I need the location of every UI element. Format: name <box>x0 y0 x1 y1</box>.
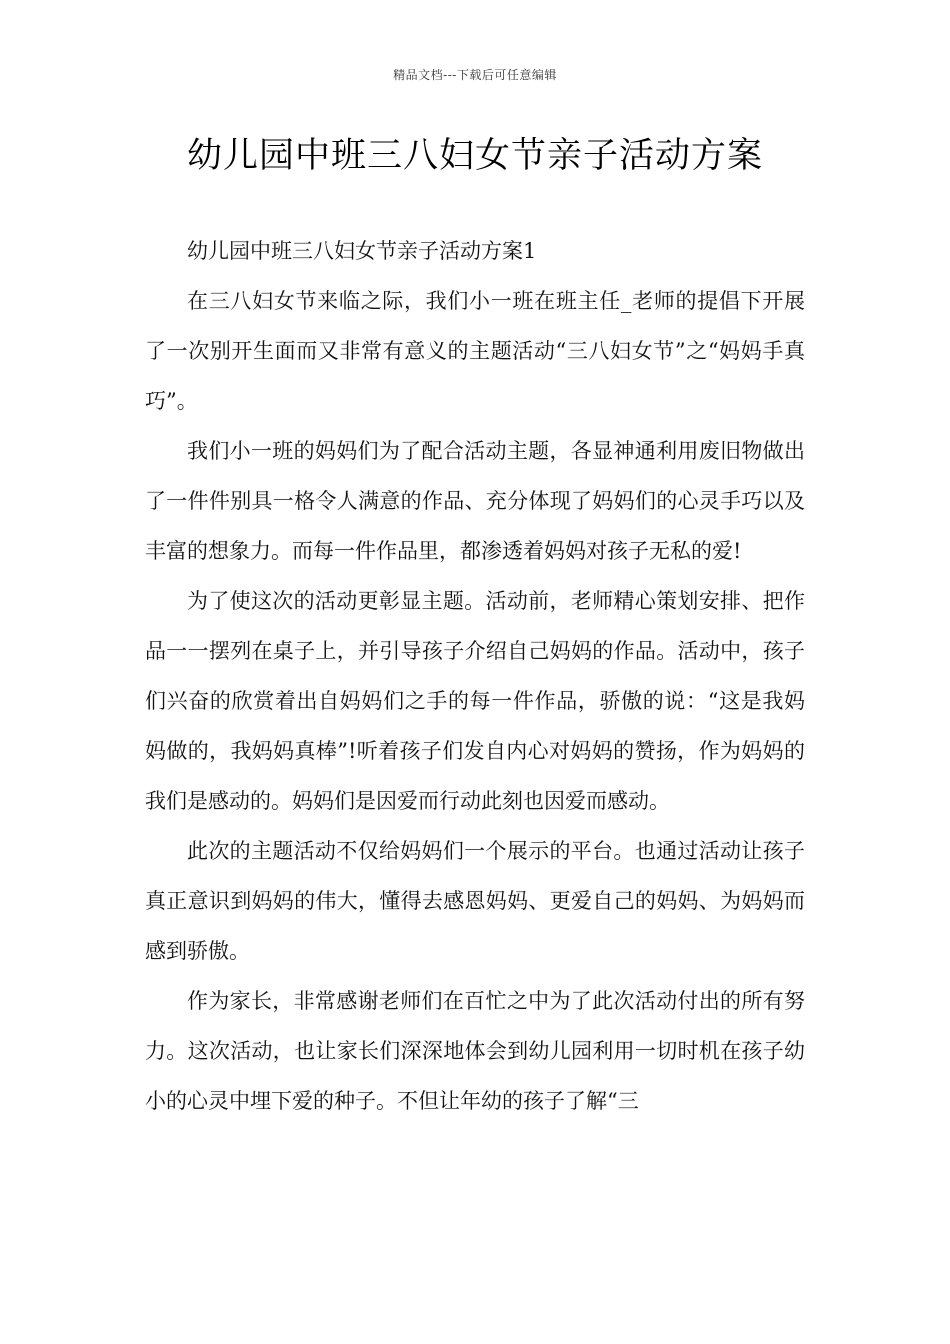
header-note: 精品文档---下载后可任意编辑 <box>393 68 557 82</box>
paragraph-3: 为了使这次的活动更彰显主题。活动前，老师精心策划安排、把作品一一摆列在桌子上，并引导孩子介绍自己妈妈的作品。活动中，孩子们兴奋的欣赏着出自妈妈们之手的每一件作品，骄傲的说：“这是我妈妈做的，我妈妈真棒”!听着孩子们发自内心对妈妈的赞扬，作为妈妈的我们是感动的。妈妈们是因爱而行动此刻也因爱而感动。 <box>145 589 805 813</box>
document-body <box>145 226 805 1126</box>
paragraph-5: 作为家长，非常感谢老师们在百忙之中为了此次活动付出的所有努力。这次活动，也让家长们深深地体会到幼儿园利用一切时机在孩子幼小的心灵中埋下爱的种子。不但让年幼的孩子了解“三 <box>145 989 805 1113</box>
paragraph-2: 我们小一班的妈妈们为了配合活动主题，各显神通利用废旧物做出了一件件别具一格令人满意的作品、充分体现了妈妈们的心灵手巧以及丰富的想象力。而每一件作品里，都渗透着妈妈对孩子无私的爱! <box>145 439 805 563</box>
section-subtitle: 幼儿园中班三八妇女节亲子活动方案1 <box>187 239 537 263</box>
paragraph-4: 此次的主题活动不仅给妈妈们一个展示的平台。也通过活动让孩子真正意识到妈妈的伟大，懂得去感恩妈妈、更爱自己的妈妈、为妈妈而感到骄傲。 <box>145 839 805 963</box>
paragraph-1: 在三八妇女节来临之际，我们小一班在班主任_老师的提倡下开展了一次别开生面而又非常有意义的主题活动“三八妇女节”之“妈妈手真巧”。 <box>145 289 805 413</box>
document-title: 幼儿园中班三八妇女节亲子活动方案 <box>186 136 763 176</box>
